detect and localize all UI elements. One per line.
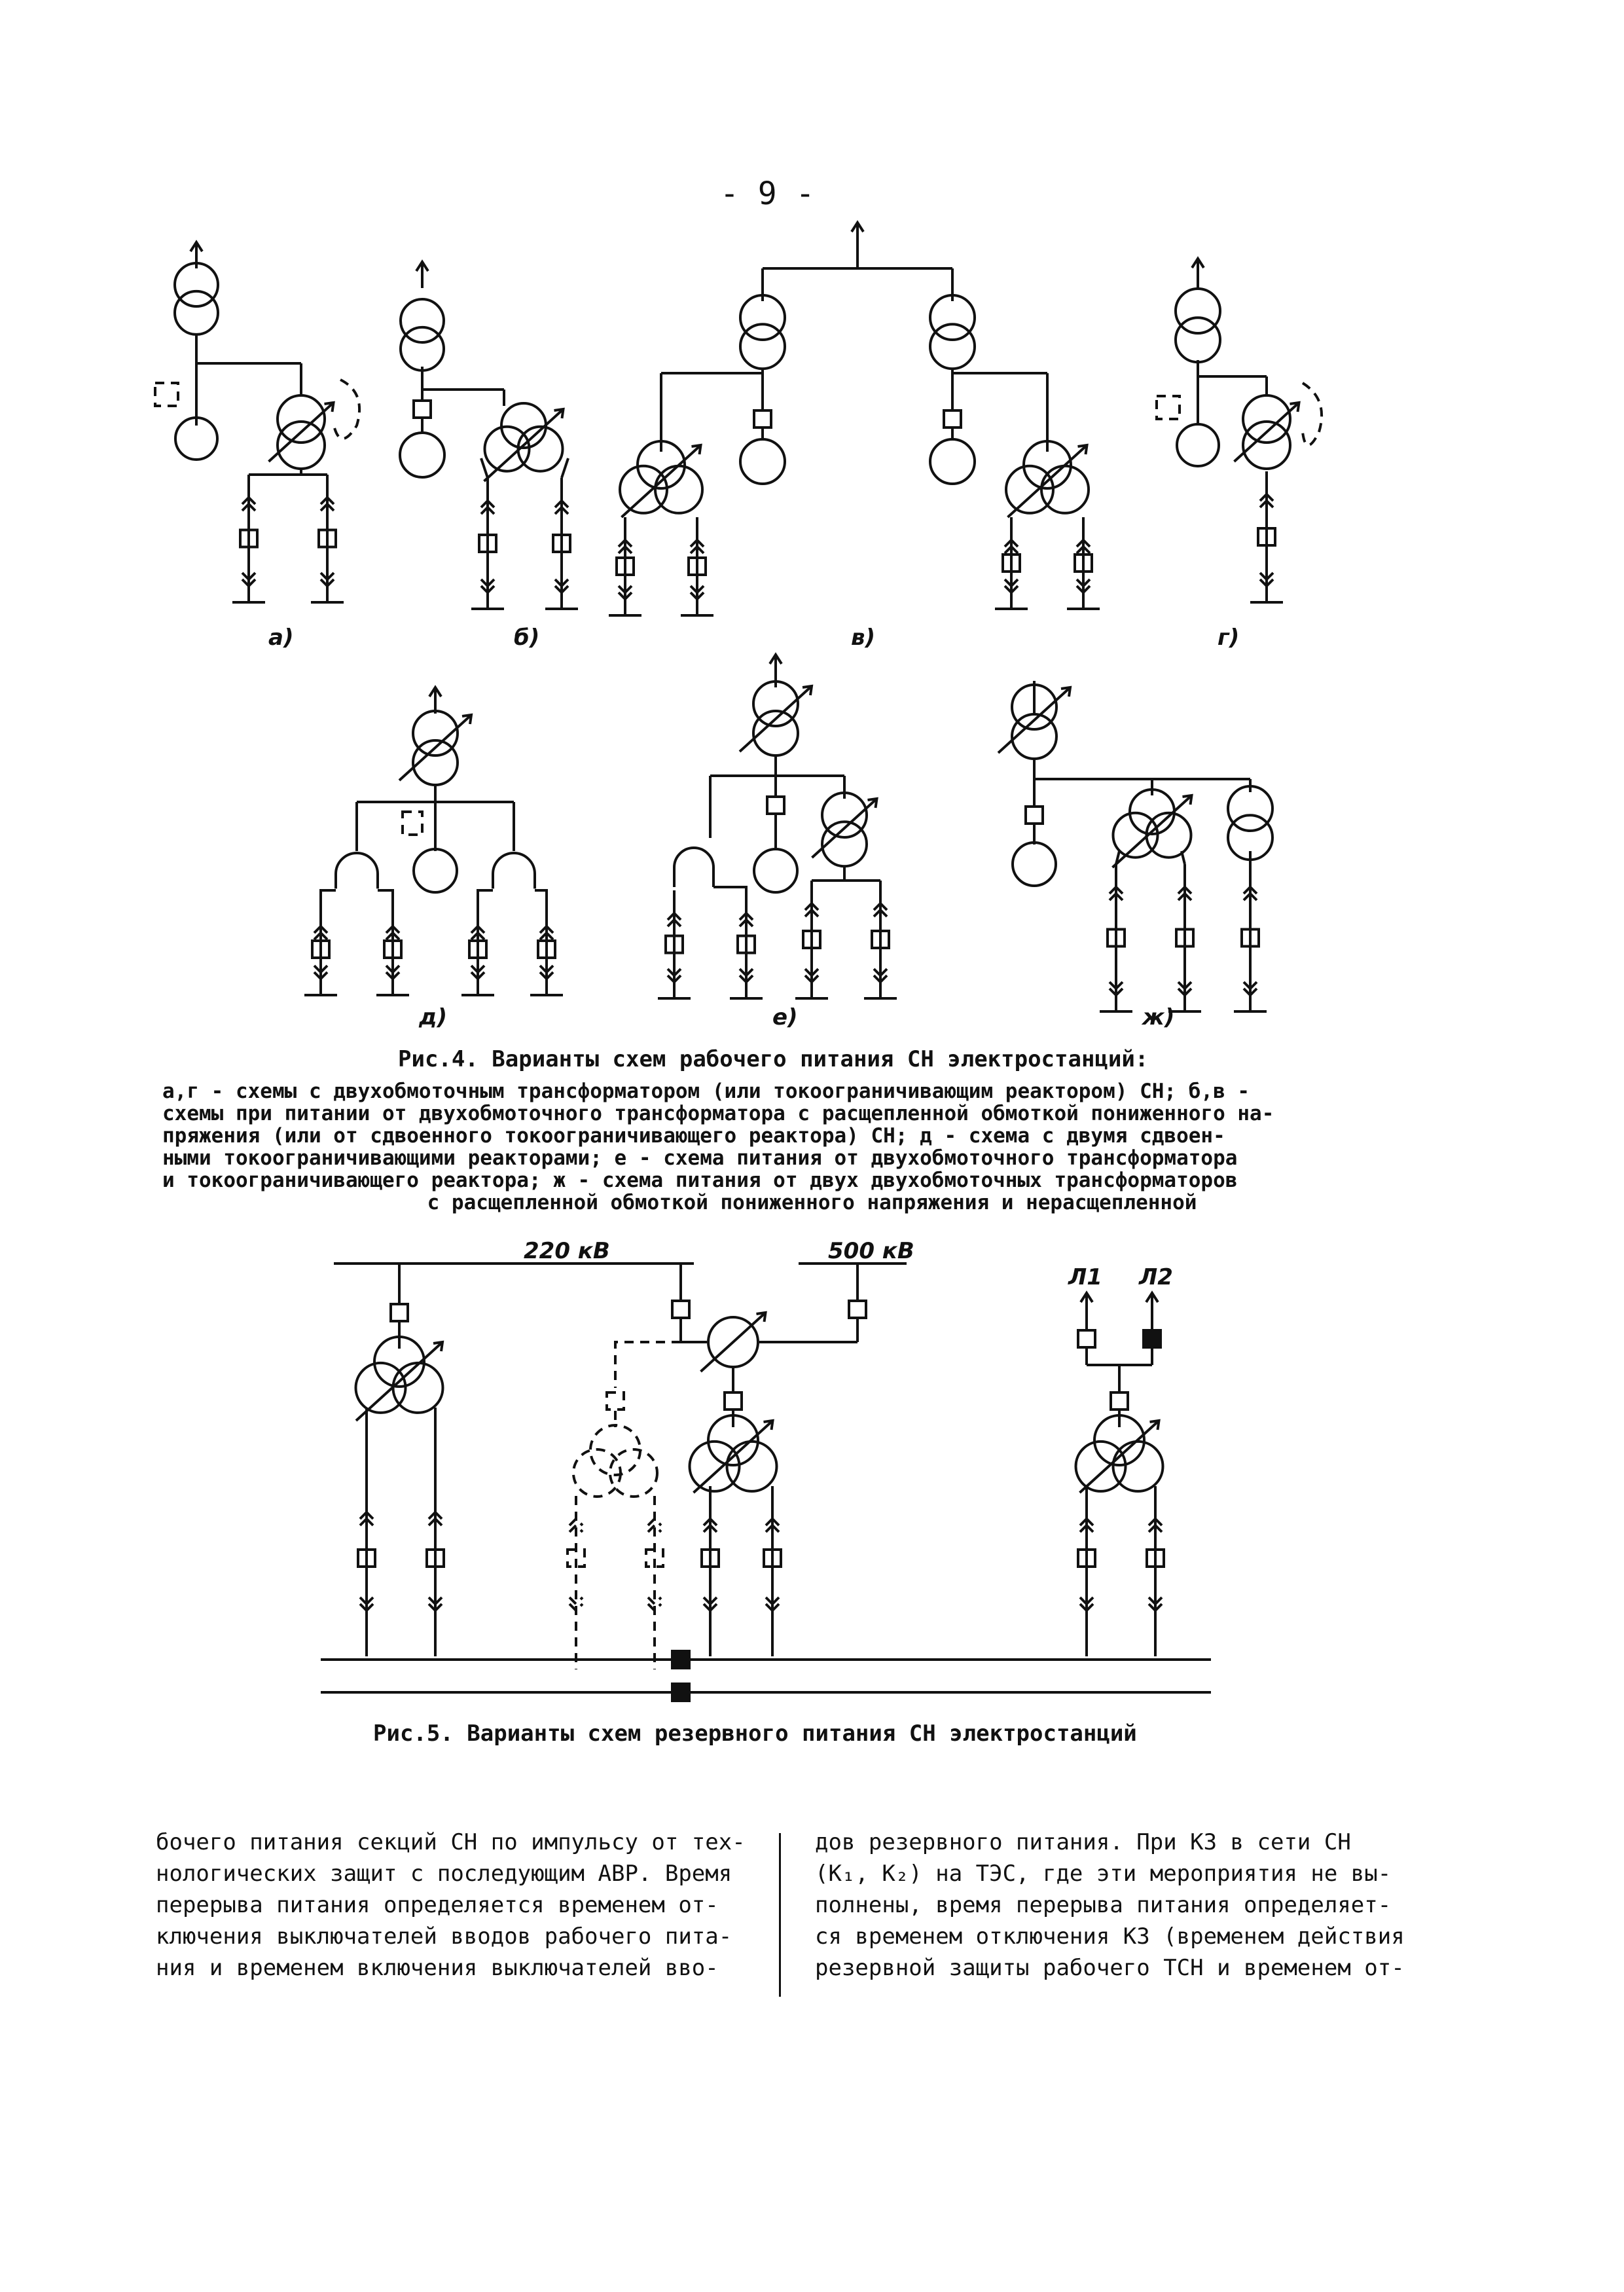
breaker-square [725,1392,742,1410]
text-line: бочего питания секций СН по импульсу от тех- [156,1829,746,1855]
breaker-closed-square [672,1651,689,1668]
legend-line: и токоограничивающего реактора; ж - схема питания от двух двухобмоточных трансформаторов [162,1169,1238,1192]
text-column-right [815,1827,1424,1984]
breaker-square [1111,1392,1128,1410]
column-divider [779,1833,781,1997]
bus-500-label: 500 кВ [828,1238,914,1264]
wire [569,1519,583,1525]
label-zh: ж) [1142,1004,1175,1030]
label-e: е) [772,1004,798,1030]
page-number: - 9 - [720,175,815,212]
dashed-winding [573,1449,621,1497]
figure-4-caption: Рис.4. Варианты схем рабочего питания СН электростанций: [398,1046,1149,1072]
text-line: перерыва питания определяется временем от- [156,1892,719,1918]
label-g: г) [1218,625,1240,651]
label-d: д) [419,1004,447,1030]
breaker-square [391,1304,408,1321]
figure-5-schematics [321,1264,1211,1701]
wire [615,1342,681,1388]
label-a: а) [268,625,294,651]
bus-220-label: 220 кВ [524,1238,610,1264]
legend-line: а,г - схемы с двухобмоточным трансформатором (или токоограничивающим реактором) СН; б,в - [162,1080,1250,1103]
text-line: дов резервного питания. При КЗ в сети СН [815,1829,1351,1855]
text-line: резервной защиты рабочего ТСН и временем от- [815,1955,1405,1981]
label-v: в) [851,625,876,651]
legend-line: схемы при питании от двухобмоточного трансформатора с расщепленной обмоткой пониженного на- [162,1102,1274,1125]
figure-5-caption: Рис.5. Варианты схем резервного питания СН электростанций [373,1720,1137,1747]
wire [648,1519,661,1525]
dashed-winding [610,1449,657,1497]
line-2-label: Л2 [1139,1264,1173,1290]
legend-line: пряжения (или от сдвоенного токоограничивающего реактора) СН; д - схема с двумя сдвоен- [162,1124,1225,1148]
legend-line: ными токоограничивающими реакторами; е - схема питания от двухобмоточного трансформатора [162,1146,1238,1170]
legend-line: с расщепленной обмоткой пониженного напряжения и нерасщепленной [427,1191,1197,1214]
text-line: нологических защит с последующим АВР. Время [156,1861,732,1887]
text-line: полнены, время перерыва питания определяет- [815,1892,1392,1918]
wire [701,1313,766,1372]
breaker-closed-square [672,1684,689,1701]
text-column-left [156,1827,765,1984]
line-1-label: Л1 [1068,1264,1102,1290]
text-line: ключения выключателей вводов рабочего пита- [156,1923,732,1950]
breaker-closed-square [1144,1330,1161,1347]
breaker-square [1078,1330,1095,1347]
breaker-square [607,1392,624,1410]
breaker-square [672,1301,689,1318]
text-line: ния и временем включения выключателей вво- [156,1955,719,1981]
label-b: б) [514,625,540,651]
breaker-square [849,1301,866,1318]
text-line: ся временем отключения КЗ (временем действия [815,1923,1405,1950]
text-line: (К₁, К₂) на ТЭС, где эти мероприятия не вы- [815,1861,1392,1887]
